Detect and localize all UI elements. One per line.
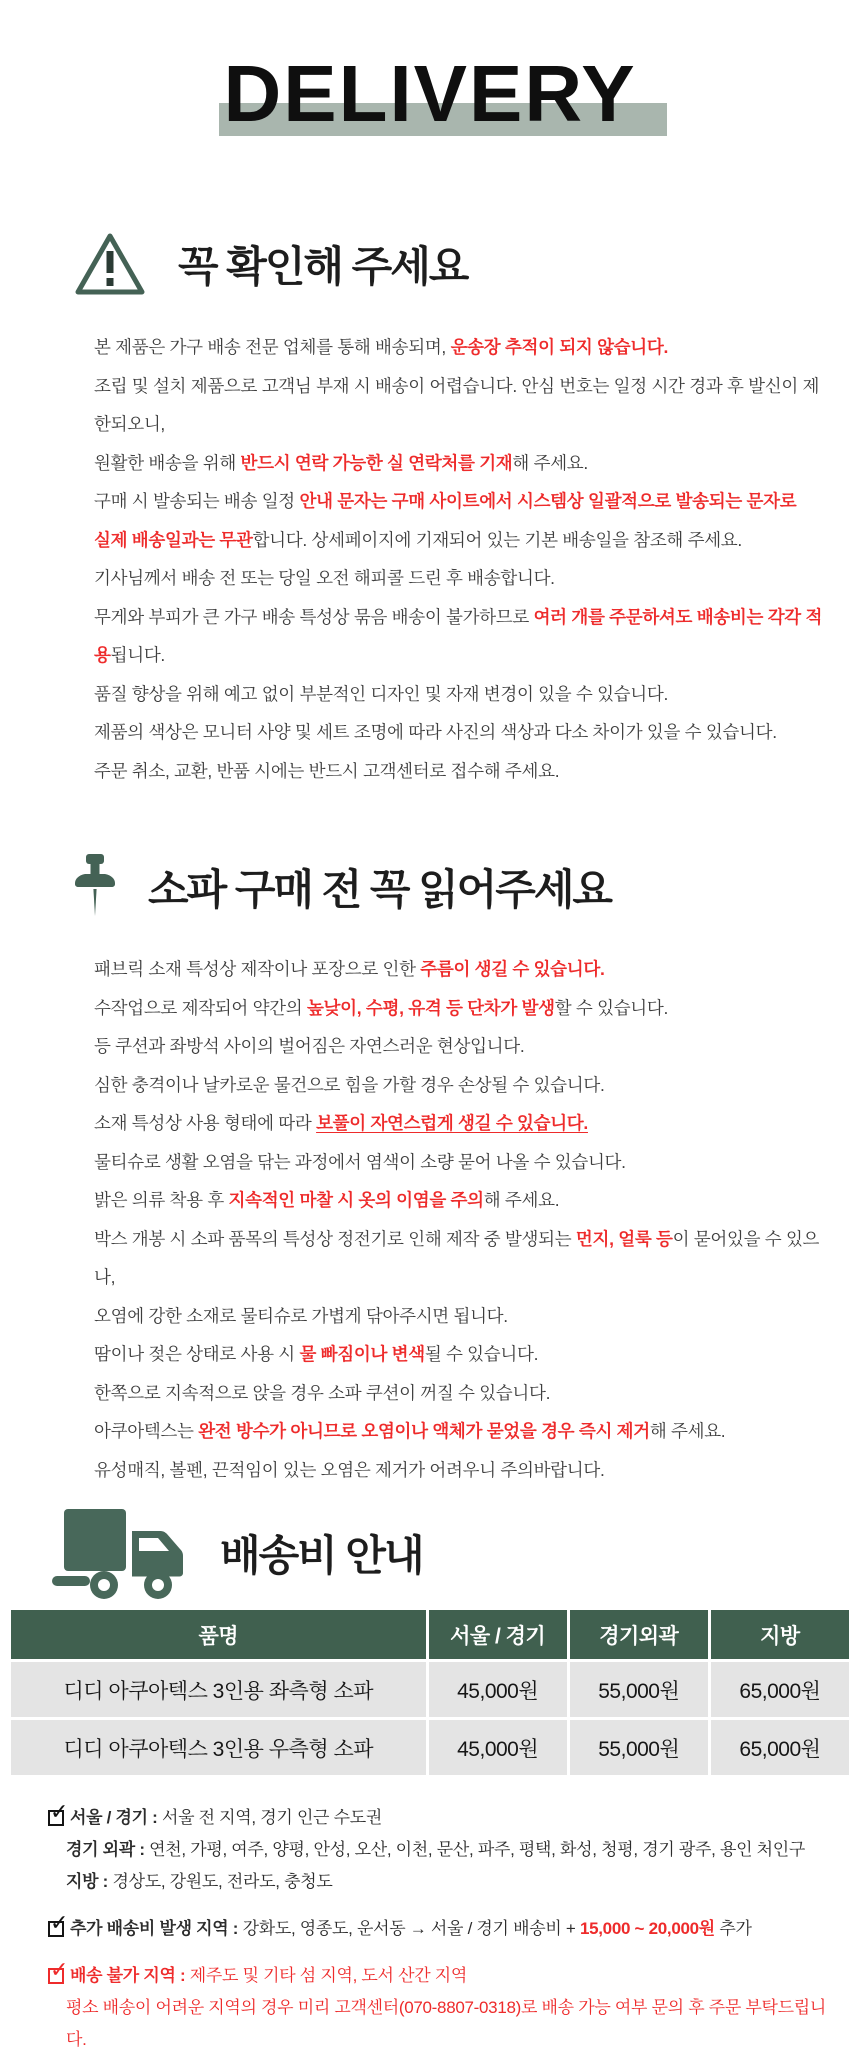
paragraph-line (94, 367, 830, 444)
text-segment: 경기 외곽 : (66, 1840, 150, 1859)
note-first-line (48, 1960, 840, 1992)
text-segment: 무게와 부피가 큰 가구 배송 특성상 묶음 배송이 불가하므로 (94, 606, 534, 627)
text-segment: 박스 개봉 시 소파 품목의 특성상 정전기로 인해 제작 중 발생되는 (94, 1228, 576, 1249)
text-segment: 서울 / 경기 : (70, 1808, 162, 1827)
paragraph-line (94, 675, 830, 714)
highlighted-text: 평소 배송이 어려운 지역의 경우 미리 고객센터(070-8807-0318)로 배송 가능 여부 문의 후 주문 부탁드립니다. (66, 1998, 827, 2049)
highlighted-text: 안내 문자는 구매 사이트에서 시스템상 일괄적으로 발송되는 문자로 (299, 491, 797, 511)
text-segment: 추가 배송비 발생 지역 : (70, 1919, 243, 1938)
table-header-cell: 서울 / 경기 (429, 1610, 567, 1659)
highlighted-text: 여러 개를 주문하셔도 배송비는 각각 적용 (94, 606, 823, 665)
text-segment: 오염에 강한 소재로 물티슈로 가볍게 닦아주시면 됩니다. (94, 1305, 508, 1326)
table-row (11, 1720, 849, 1775)
text-segment: 유성매직, 볼펜, 끈적임이 있는 오염은 제거가 어려우니 주의바랍니다. (94, 1459, 605, 1480)
paragraph-line (94, 1412, 830, 1451)
paragraph-line (94, 1066, 830, 1105)
table-cell: 65,000원 (711, 1720, 849, 1775)
highlighted-text: 주름이 생길 수 있습니다. (420, 959, 605, 979)
highlighted-text: 실제 배송일과는 무관 (94, 529, 253, 550)
truck-icon (52, 1505, 186, 1601)
table-cell: 45,000원 (429, 1720, 567, 1775)
text-segment: 땀이나 젖은 상태로 사용 시 (94, 1344, 300, 1364)
text-segment: 추가 (714, 1919, 752, 1938)
text-segment: 강화도, 영종도, 운서동 → 서울 / 경기 배송비 + (242, 1919, 580, 1938)
note-sub-line (66, 1992, 840, 2056)
page-title-wrap (0, 0, 860, 138)
text-segment: 됩니다. (110, 645, 165, 665)
table-header-cell: 경기외곽 (570, 1610, 708, 1659)
paragraph-line (94, 1374, 830, 1413)
highlighted-text: 배송 불가 지역 : (70, 1966, 190, 1985)
sofa-paragraph (0, 950, 860, 1489)
paragraph-line (94, 1181, 830, 1220)
table-row (11, 1662, 849, 1717)
highlighted-text: 반드시 연락 가능한 실 연락처를 기재 (240, 452, 513, 473)
text-segment: 서울 전 지역, 경기 인근 수도권 (161, 1808, 382, 1827)
text-segment: 구매 시 발송되는 배송 일정 (94, 491, 300, 511)
text-segment: 조립 및 설치 제품으로 고객님 부재 시 배송이 어렵습니다. 안심 번호는 일정 시간 경과 후 발신이 제한되오니, (94, 375, 820, 434)
table-cell: 디디 아쿠아텍스 3인용 좌측형 소파 (11, 1662, 426, 1717)
text-segment: 경상도, 강원도, 전라도, 충청도 (112, 1872, 333, 1891)
section-confirm-heading: 꼭 확인해 주세요 (178, 243, 468, 290)
note-text (70, 1960, 467, 1992)
text-segment: 해 주세요. (649, 1421, 726, 1441)
table-cell: 45,000원 (429, 1662, 567, 1717)
checkbox-check-icon (48, 1968, 64, 1984)
highlighted-text: 높낮이, 수평, 유격 등 단차가 발생 (306, 997, 555, 1018)
text-segment: 소재 특성상 사용 형태에 따라 (94, 1113, 317, 1133)
highlighted-text: 먼지, 얼룩 등 (575, 1228, 673, 1249)
highlighted-text: 제주도 및 기타 섬 지역, 도서 산간 지역 (189, 1966, 468, 1985)
table-cell: 55,000원 (570, 1720, 708, 1775)
text-segment: 아쿠아텍스는 (94, 1421, 199, 1441)
highlighted-text: 보풀이 자연스럽게 생길 수 있습니다. (316, 1113, 588, 1133)
shipping-fee-table (8, 1607, 852, 1778)
section-shipping-header (0, 1505, 860, 1601)
section-sofa-heading: 소파 구매 전 꼭 읽어주세요 (148, 866, 611, 913)
paragraph-line (94, 1220, 830, 1297)
paragraph-line (94, 328, 830, 367)
paragraph-line (94, 1335, 830, 1374)
shipping-note (48, 1960, 840, 2056)
paragraph-line (94, 950, 830, 989)
text-segment: 합니다. 상세페이지에 기재되어 있는 기본 배송일을 참조해 주세요. (252, 529, 742, 550)
note-text (70, 1802, 382, 1834)
paragraph-line (94, 713, 830, 752)
paragraph-line (94, 559, 830, 598)
section-sofa-header (0, 854, 860, 920)
table-cell: 55,000원 (570, 1662, 708, 1717)
text-segment: 지방 : (66, 1872, 113, 1891)
shipping-notes (0, 1802, 860, 2056)
text-segment: 수작업으로 제작되어 약간의 (94, 997, 307, 1018)
text-segment: 이 묻어있을 수 있으나, (94, 1228, 820, 1287)
highlighted-text: 완전 방수가 아니므로 오염이나 액체가 묻었을 경우 즉시 제거 (198, 1421, 650, 1441)
confirm-paragraph (0, 328, 860, 790)
paragraph-line (94, 598, 830, 675)
text-segment: 연천, 가평, 여주, 양평, 안성, 오산, 이천, 문산, 파주, 평택, 화성, 청평, 경기 광주, 용인 처인구 (149, 1840, 805, 1859)
section-shipping-heading: 배송비 안내 (220, 1532, 423, 1579)
paragraph-line (94, 1104, 830, 1143)
paragraph-line (94, 1027, 830, 1066)
text-segment: 밝은 의류 착용 후 (94, 1190, 229, 1210)
highlighted-text: 운송장 추적이 되지 않습니다. (450, 337, 669, 357)
paragraph-line (94, 1297, 830, 1336)
section-confirm-header (0, 230, 860, 298)
paragraph-line (94, 1143, 830, 1182)
note-first-line (48, 1802, 840, 1834)
paragraph-line (94, 989, 830, 1028)
paragraph-line (94, 752, 830, 791)
shipping-table-body (11, 1662, 849, 1775)
note-text (70, 1913, 752, 1945)
note-first-line (48, 1913, 840, 1945)
shipping-table-head (11, 1610, 849, 1659)
paragraph-line (94, 444, 830, 483)
text-segment: 등 쿠션과 좌방석 사이의 벌어짐은 자연스러운 현상입니다. (94, 1036, 525, 1056)
text-segment: 기사님께서 배송 전 또는 당일 오전 해피콜 드린 후 배송합니다. (94, 568, 555, 588)
text-segment: 해 주세요. (483, 1190, 560, 1210)
text-segment: 물티슈로 생활 오염을 닦는 과정에서 염색이 소량 묻어 나올 수 있습니다. (94, 1151, 626, 1172)
checkbox-check-icon (48, 1921, 64, 1937)
table-header-cell: 품명 (11, 1610, 426, 1659)
pushpin-icon (72, 854, 118, 920)
paragraph-line (94, 521, 830, 560)
highlighted-text: 지속적인 마찰 시 옷의 이염을 주의 (228, 1190, 484, 1210)
text-segment: 제품의 색상은 모니터 사양 및 세트 조명에 따라 사진의 색상과 다소 차이가 있을 수 있습니다. (94, 722, 777, 742)
table-header-row (11, 1610, 849, 1659)
table-cell: 디디 아쿠아텍스 3인용 우측형 소파 (11, 1720, 426, 1775)
highlighted-text: 물 빠짐이나 변색 (299, 1344, 425, 1364)
highlighted-text: 15,000 ~ 20,000원 (579, 1919, 715, 1938)
text-segment: 될 수 있습니다. (424, 1344, 539, 1364)
paragraph-line (94, 1451, 830, 1490)
warning-triangle-icon (72, 230, 148, 298)
note-sub-line (66, 1834, 840, 1866)
page-title (223, 50, 636, 138)
shipping-note (48, 1913, 840, 1945)
page-title-text: DELIVERY (223, 49, 637, 138)
text-segment: 심한 충격이나 날카로운 물건으로 힘을 가할 경우 손상될 수 있습니다. (94, 1074, 605, 1095)
checkbox-check-icon (48, 1810, 64, 1826)
text-segment: 해 주세요. (512, 452, 588, 473)
text-segment: 원활한 배송을 위해 (94, 452, 241, 473)
table-cell: 65,000원 (711, 1662, 849, 1717)
table-header-cell: 지방 (711, 1610, 849, 1659)
text-segment: 할 수 있습니다. (554, 997, 669, 1018)
text-segment: 한쪽으로 지속적으로 앉을 경우 소파 쿠션이 꺼질 수 있습니다. (94, 1382, 551, 1403)
shipping-note (48, 1802, 840, 1898)
text-segment: 본 제품은 가구 배송 전문 업체를 통해 배송되며, (94, 337, 451, 357)
note-sub-line (66, 1866, 840, 1898)
text-segment: 품질 향상을 위해 예고 없이 부분적인 디자인 및 자재 변경이 있을 수 있습니다. (94, 683, 669, 704)
text-segment: 패브릭 소재 특성상 제작이나 포장으로 인한 (94, 959, 421, 979)
paragraph-line (94, 482, 830, 521)
text-segment: 주문 취소, 교환, 반품 시에는 반드시 고객센터로 접수해 주세요. (94, 760, 560, 781)
